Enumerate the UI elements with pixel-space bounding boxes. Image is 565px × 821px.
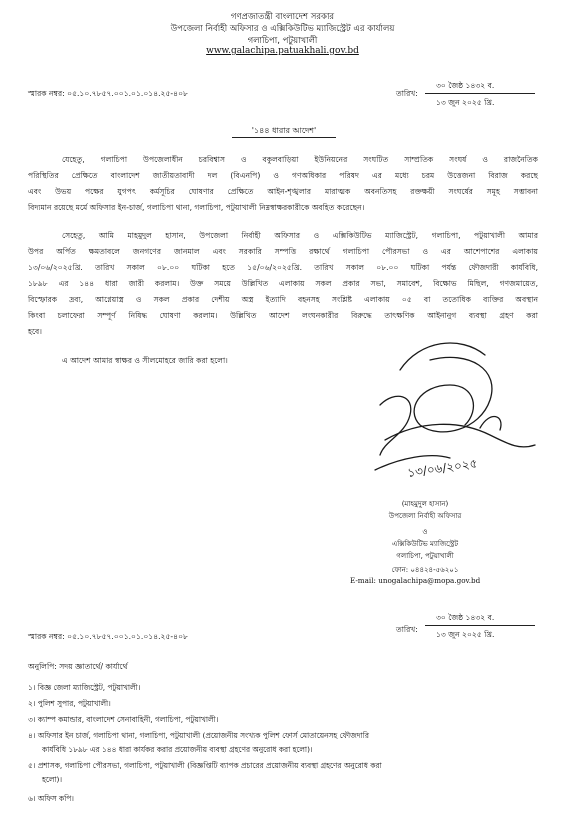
signatory-place: গলাচিপা, পটুয়াখালী (396, 552, 454, 560)
copy-item: ১। বিজ্ঞ জেলা ম্যাজিস্ট্রেট, পটুয়াখালী। (28, 683, 141, 692)
signatory-name: (মাহমুদুল হাসান) (401, 500, 449, 508)
seal-note: এ আদেশ আমার স্বাক্ষর ও সীলমোহরে জারি করা হলো। (62, 356, 228, 365)
signatory-phone: ফোন: ০৪৪২৪-৫৬২০১ (391, 566, 459, 574)
date-divider-copy (425, 625, 535, 626)
website-link[interactable]: www.galachipa.patuakhali.gov.bd (206, 46, 359, 56)
para1-line: এবং উভয় পক্ষের যুগপৎ কর্মসূচির ঘোষণার প্রেক্ষিতে আইন-শৃঙ্খলার মারাত্মক অবনতিসহ রক্তক্ষয়ী সংঘর্ষের সমূহ সম্ভাবনা (28, 187, 538, 196)
signatory-email[interactable]: E-mail: unogalachipa@mopa.gov.bd (350, 576, 481, 585)
para1-line: বিদ্যমান রয়েছে মর্মে অফিসার ইন-চার্জ, গলাচিপা থানা, গলাচিপা, পটুয়াখালী নিম্নস্বাক্ষরকারীকে অবহিত করেছেন। (28, 203, 365, 212)
para2-line: উপর অর্পিত ক্ষমতাবলে জনগণের জানমাল এবং সরকারি সম্পত্তি রক্ষার্থে গলাচিপা পৌরসভা ও এর আশেপাশের এলাকায় (28, 247, 538, 256)
signatory-designation: উপজেলা নির্বাহী অফিসার (388, 512, 462, 520)
para2-line: হবে। (28, 327, 42, 336)
memo-number: স্মারক নম্বর: ০৫.১০.৭৮৫৭.০০১.০১.০১৪.২৫-৪০৮ (28, 89, 188, 98)
para1-line: পরিস্থিতির প্রেক্ষিতে বাংলাদেশ জাতীয়তাবাদী দল (বিএনপি) ও গণঅধিকার পরিষদ এর মধ্যে চরম উত্তেজনা বিরাজ করছে (28, 171, 538, 180)
copy-item-continued: কার্যবিধি ১৮৯৮ এর ১৪৪ ধারা কার্যকর করার প্রয়োজনীয় ব্যবস্থা গ্রহণের অনুরোধ করা হলো)। (42, 745, 313, 754)
memo-number-copy: স্মারক নম্বর: ০৫.১০.৭৮৫৭.০০১.০১.০১৪.২৫-৪০৮ (28, 632, 188, 641)
copy-item: ৪। অফিসার ইন চার্জ, গলাচিপা থানা, গলাচিপা, পটুয়াখালী (প্রয়োজনীয় সংখ্যক পুলিশ ফোর্স মোতায়েনসহ ফৌজদারি (28, 731, 369, 740)
date-label-copy: তারিখ: (396, 625, 418, 634)
date-divider (425, 93, 535, 94)
para2-line: সেহেতু, আমি মাহমুদুল হাসান, উপজেলা নির্বাহী অফিসার ও এক্সিকিউটিভ ম্যাজিস্ট্রেট, গলাচিপা, পটুয়াখালী আমার (62, 231, 538, 240)
copy-item: ৬। অফিস কপি। (28, 794, 74, 803)
para2-line: কিংবা চলাফেরা সম্পূর্ণ নিষিদ্ধ ঘোষণা করলাম। উল্লিখিত আদেশ লংঘনকারীর বিরুদ্ধে তাৎক্ষণিক আইনানুগ ব্যবস্থা গ্রহণ করা (28, 311, 538, 320)
office-name: উপজেলা নির্বাহী অফিসার ও এক্সিকিউটিভ ম্যাজিস্ট্রেট এর কার্যালয় (170, 24, 395, 34)
date-bengali-copy: ৩০ জৈষ্ঠ ১৪৩২ ব. (436, 613, 495, 622)
signatory-and: ও (422, 528, 428, 536)
copy-item: ৫। প্রশাসক, গলাচিপা পৌরসভা, গলাচিপা, পটুয়াখালী (বিজ্ঞপ্তিটি ব্যাপক প্রচারের প্রয়োজনীয় ব্যবস্থা গ্রহণের অনুরোধ করা (28, 761, 382, 770)
govt-name: গণপ্রজাতন্ত্রী বাংলাদেশ সরকার (230, 12, 335, 22)
copy-heading: অনুলিপি: সদয় জ্ঞাতার্থে/ কার্যার্থে (28, 662, 128, 671)
date-bengali: ৩০ জৈষ্ঠ ১৪৩২ ব. (436, 81, 495, 90)
handwritten-date: ১৩/০৬/২০২৫ (406, 456, 479, 480)
para2-line: ১৩/০৬/২০২৫খ্রি. তারিখ সকাল ০৮.০০ ঘটিকা হতে ১৫/০৬/২০২৫খ্রি. তারিখ সকাল ০৮.০০ ঘটিকা পর্যন্ত ফৌজদারী কার্যবিধি, (28, 263, 538, 272)
signatory-designation-2: এক্সিকিউটিভ ম্যাজিস্ট্রেট (391, 540, 459, 548)
copy-item: ২। পুলিশ সুপার, পটুয়াখালী। (28, 699, 111, 708)
date-gregorian-copy: ১৩ জুন ২০২৫ খ্রি. (436, 630, 495, 639)
handwritten-signature (360, 330, 560, 500)
date-label: তারিখ: (396, 89, 418, 98)
office-location: গলাচিপা, পটুয়াখালী (247, 36, 318, 46)
copy-item: ৩। ক্যাম্প কমান্ডার, বাংলাদেশ সেনাবাহিনী, গলাচিপা, পটুয়াখালী। (28, 715, 219, 724)
order-title: '১৪৪ ধারার আদেশ' (232, 125, 336, 138)
copy-item-continued: হলো)। (42, 775, 63, 784)
para2-line: বিস্ফোরক দ্রব্য, আগ্নেয়াস্ত্র ও সকল প্রকার দেশীয় অস্ত্র ইত্যাদি বহনসহ সংশ্লিষ্ট এলাকায় ০৫ বা ততোধিক ব্যক্তির অবস্থান (28, 295, 538, 304)
para1-line: যেহেতু, গলাচিপা উপজেলাধীন চরবিশ্বাস ও বকুলবাড়িয়া ইউনিয়নের সংঘটিত সাম্প্রতিক সংঘর্ষ ও রাজনৈতিক (62, 155, 538, 164)
date-gregorian: ১৩ জুন ২০২৫ খ্রি. (436, 98, 495, 107)
para2-line: ১৮৯৮ এর ১৪৪ ধারা জারী করলাম। উক্ত সময়ে উল্লিখিত এলাকায় সকল প্রকার সভা, সমাবেশ, বিক্ষোভ মিছিল, গণজমায়েত, (28, 279, 538, 288)
